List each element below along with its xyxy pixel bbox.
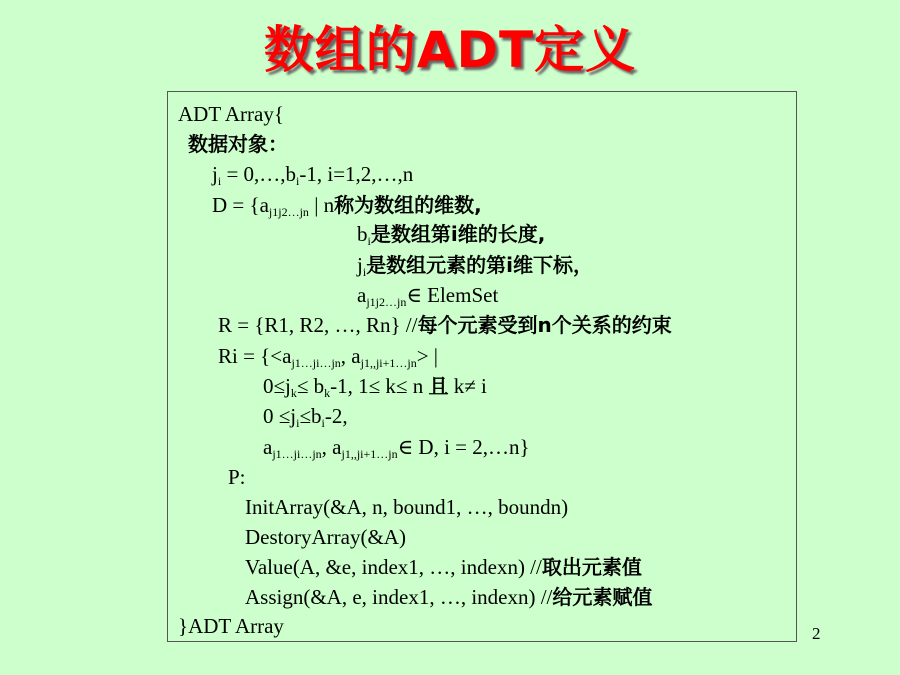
op-init-array: InitArray(&A, n, bound1, …, boundn)	[245, 495, 569, 519]
adt-definition-box	[167, 91, 797, 642]
op-destroy-array: DestoryArray(&A)	[245, 525, 406, 549]
dimension-length-line: $b_i$是数组第i维的长度,	[357, 222, 546, 248]
adt-header: ADT Array{	[178, 102, 284, 126]
relation-cond-line-3: $a_{j1\dots ji\dots jn}$, $a_{j1,,ji+1\dots jn}\in$ D, i = 2,…n}	[263, 435, 530, 461]
data-object-label: 数据对象：	[188, 132, 288, 156]
element-set-line: $a_{j1j2\dots jn}\in$ ElemSet	[357, 283, 499, 309]
data-set-line: $D = \{a_{j1j2\dots jn}$ | n称为数组的维数,	[212, 193, 482, 219]
relation-cond-line-2: $0 \le j_i\le b_i-2$,	[263, 404, 348, 430]
relation-cond-line-1: $0\le j_k\le b_k-1$, 1≤ k≤ n 且 k≠ i	[263, 374, 487, 400]
index-range-line: $j_i$ = $0,\dots,b_i-1$, i=1,2,…,n	[212, 162, 414, 188]
relation-set-line: R = {R1, R2, …, Rn} //每个元素受到n个关系的约束	[218, 313, 672, 337]
slide-title: 数组的ADT定义	[263, 21, 637, 79]
op-value: Value(A, &e, index1, …, indexn) //取出元素值	[245, 555, 642, 579]
relation-def-line: $Ri = \{<a_{j1\dots ji\dots jn}$, $a_{j1,,ji+1\dots jn}>$ |	[218, 344, 439, 370]
op-assign: Assign(&A, e, index1, …, indexn) //给元素赋值	[245, 585, 653, 609]
page-number: 2	[812, 624, 821, 643]
adt-footer: }ADT Array	[178, 614, 284, 638]
operations-label: P:	[228, 465, 246, 489]
dimension-index-line: $j_i$是数组元素的第i维下标，	[357, 253, 594, 279]
